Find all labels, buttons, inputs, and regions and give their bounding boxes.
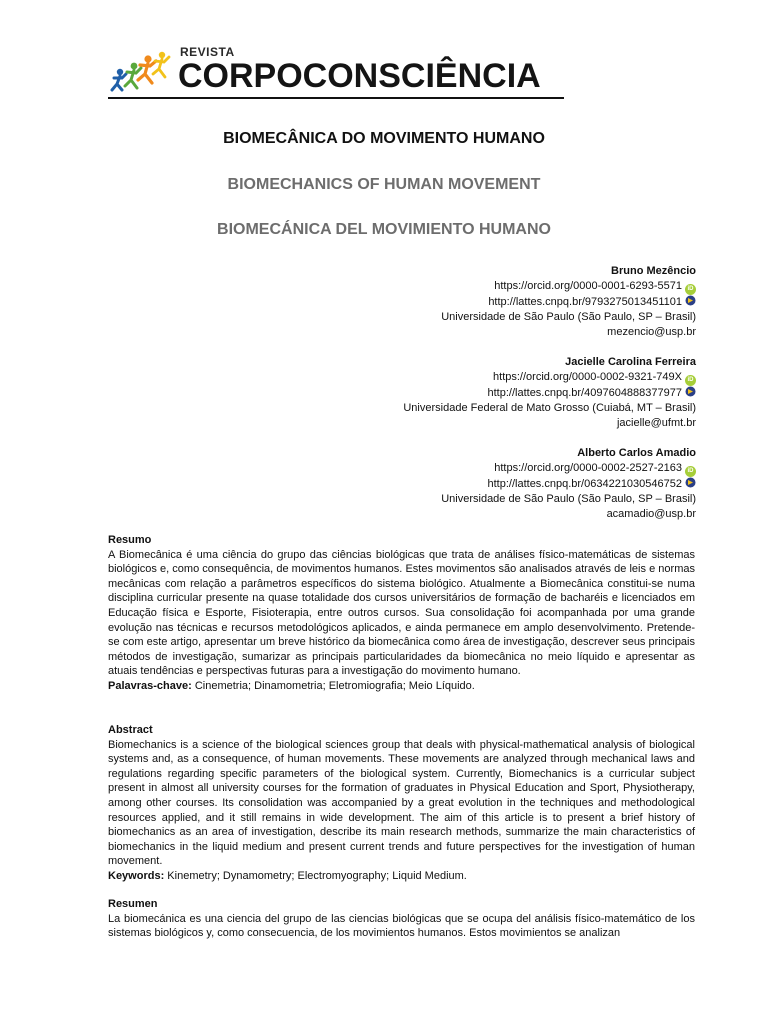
lattes-icon[interactable] bbox=[685, 386, 696, 397]
orcid-icon[interactable]: iD bbox=[685, 466, 696, 477]
author-list bbox=[276, 264, 696, 537]
title-spanish: BIOMECÁNICA DEL MOVIMIENTO HUMANO bbox=[217, 221, 551, 238]
orcid-line bbox=[276, 279, 696, 295]
journal-kicker: REVISTA bbox=[180, 45, 235, 59]
lattes-link[interactable]: http://lattes.cnpq.br/9793275013451101 bbox=[488, 296, 682, 308]
author-affiliation: Universidade de São Paulo (São Paulo, SP – Brasil) bbox=[441, 493, 696, 505]
abstract-text: Biomechanics is a science of the biological sciences group that deals with physical-mathematical analysis of biological systems and, as a consequence, of human movements. These movements are analyzed through mechanical laws and regulations regarding specific parameters of the biological system. Currently, Biomechanics is a curricular subject present in almost all university courses for the formation of graduates in Physical Education and Sport, Physiotherapy, among other courses. Its consolidation was accompanied by a great evolution in the techniques and methodological resources applied, and it still remains in wide development. The aim of this article is to present a brief history of biomechanics as an area of investigation, describe its main research methods, summarize the main characteristics of biomechanics in the liquid medium and present current trends and future perspectives for the investigation of human movement. bbox=[108, 738, 695, 868]
lattes-icon[interactable] bbox=[685, 477, 696, 488]
lattes-link[interactable]: http://lattes.cnpq.br/0634221030546752 bbox=[487, 478, 682, 490]
resumen-section bbox=[108, 897, 695, 941]
resumo-heading: Resumo bbox=[108, 534, 152, 546]
author-name: Jacielle Carolina Ferreira bbox=[565, 356, 696, 368]
author-block bbox=[276, 264, 696, 340]
keywords-text: Kinemetry; Dynamometry; Electromyography; Liquid Medium. bbox=[164, 869, 467, 882]
abstract-heading: Abstract bbox=[108, 724, 153, 736]
lattes-line bbox=[276, 295, 696, 310]
resumo-text: A Biomecânica é uma ciência do grupo das ciências biológicas que trata de análises físico-matemáticas de sistemas biológicos e, como consequência, de movimentos humanos. Estes movimentos são analisados através de leis e normas mecânicas com relação a parâmetros específicos do sistema biológico. Atualmente a Biomecânica constitui-se numa disciplina curricular presente na quase totalidade dos cursos universitários de formação de bacharéis e licenciados em Educação física e Esporte, Fisioterapia, entre outros cursos. Sua consolidação foi acompanhada por uma grande evolução nas técnicas e recursos metodológicos aplicados, e ainda permanece em amplo desenvolvimento. Pretende-se com este artigo, apresentar um breve histórico da biomecânica como área de investigação, descrever seus principais métodos de investigação, sumarizar as principais particularidades da biomecânica no meio líquido e apresentar as atuais tendências e perspectivas futuras para a investigação do movimento humano. bbox=[108, 548, 695, 678]
running-figures-logo-icon bbox=[108, 50, 178, 98]
resumo-keywords bbox=[108, 679, 695, 694]
author-email[interactable]: jacielle@ufmt.br bbox=[616, 417, 696, 429]
author-email[interactable]: acamadio@usp.br bbox=[606, 508, 696, 520]
orcid-line bbox=[276, 370, 696, 386]
author-email[interactable]: mezencio@usp.br bbox=[607, 326, 696, 338]
resumo-section bbox=[108, 533, 695, 694]
author-block bbox=[276, 446, 696, 522]
masthead-rule bbox=[108, 97, 564, 99]
journal-title: CORPOCONSCIÊNCIA bbox=[178, 57, 541, 95]
orcid-link[interactable]: https://orcid.org/0000-0001-6293-5571 bbox=[494, 280, 682, 292]
title-english: BIOMECHANICS OF HUMAN MOVEMENT bbox=[227, 176, 541, 193]
keywords-text: Cinemetria; Dinamometria; Eletromiografia; Meio Líquido. bbox=[191, 679, 475, 692]
lattes-line bbox=[276, 386, 696, 401]
orcid-link[interactable]: https://orcid.org/0000-0002-9321-749X bbox=[493, 371, 682, 383]
orcid-icon[interactable]: iD bbox=[685, 375, 696, 386]
lattes-link[interactable]: http://lattes.cnpq.br/4097604888377977 bbox=[487, 387, 682, 399]
journal-masthead bbox=[108, 42, 564, 98]
orcid-link[interactable]: https://orcid.org/0000-0002-2527-2163 bbox=[494, 462, 682, 474]
lattes-line bbox=[276, 477, 696, 492]
author-name: Alberto Carlos Amadio bbox=[577, 447, 696, 459]
author-affiliation: Universidade de São Paulo (São Paulo, SP – Brasil) bbox=[441, 311, 696, 323]
lattes-icon[interactable] bbox=[685, 295, 696, 306]
title-portuguese: BIOMECÂNICA DO MOVIMENTO HUMANO bbox=[223, 130, 545, 147]
keywords-label: Palavras-chave: bbox=[108, 679, 192, 692]
orcid-line bbox=[276, 461, 696, 477]
resumen-text: La biomecánica es una ciencia del grupo de las ciencias biológicas que se ocupa del análisis físico-matemático de los sistemas biológicos y, como consecuencia, de los movimientos humanos. Estos movimientos se analizan bbox=[108, 912, 695, 940]
author-affiliation: Universidade Federal de Mato Grosso (Cuiabá, MT – Brasil) bbox=[403, 402, 696, 414]
author-block bbox=[276, 355, 696, 431]
keywords-label: Keywords: bbox=[108, 869, 165, 882]
abstract-section bbox=[108, 723, 695, 884]
orcid-icon[interactable]: iD bbox=[685, 284, 696, 295]
resumen-heading: Resumen bbox=[108, 898, 158, 910]
abstract-keywords bbox=[108, 869, 695, 884]
author-name: Bruno Mezêncio bbox=[611, 265, 696, 277]
